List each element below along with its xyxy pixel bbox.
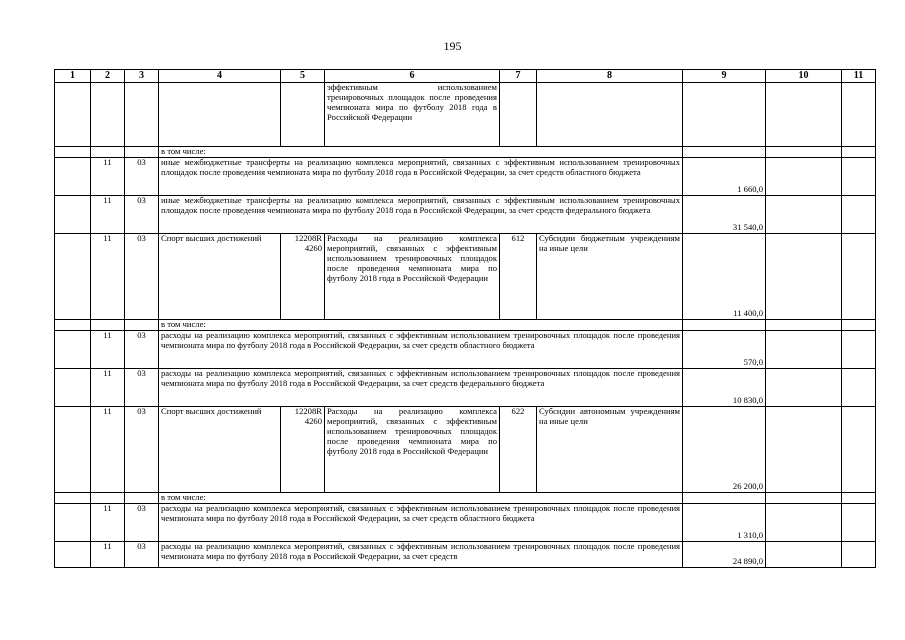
- amount-value: 11 400,0: [683, 234, 766, 320]
- table-row: [55, 234, 876, 320]
- expense-type-name: Субсидии автономным учреждениям на иные цели: [537, 407, 683, 493]
- section-code: 11: [91, 158, 125, 196]
- column-header: 10: [766, 70, 842, 83]
- section-code: 11: [91, 331, 125, 369]
- subsection-code: 03: [125, 234, 159, 320]
- subsection-code: 03: [125, 407, 159, 493]
- amount-value: 26 200,0: [683, 407, 766, 493]
- column-header: 2: [91, 70, 125, 83]
- row-description: иные межбюджетные трансферты на реализацию комплекса мероприятий, связанных с эффективным использованием тренировочных площадок после проведения чемпионата мира по футболу 2018 года в Российской Федерации, за счет средств федерального бюджета: [159, 196, 683, 234]
- budget-table: [54, 69, 876, 568]
- target-article-code: 12208R 4260: [281, 234, 325, 320]
- expense-description: Расходы на реализацию комплекса мероприятий, связанных с эффективным использованием тренировочных площадок после проведения чемпионата мира по футболу 2018 года в Российской Федерации: [325, 234, 500, 320]
- in-that-number-label: в том числе:: [159, 493, 683, 504]
- section-code: 11: [91, 407, 125, 493]
- target-article-code: 12208R 4260: [281, 407, 325, 493]
- row-description: расходы на реализацию комплекса мероприятий, связанных с эффективным использованием тренировочных площадок после проведения чемпионата мира по футболу 2018 года в Российской Федерации, за счет средств областного бюджета: [159, 504, 683, 542]
- expense-type-code: 622: [500, 407, 537, 493]
- section-code: 11: [91, 234, 125, 320]
- table-row: [55, 407, 876, 493]
- table-row: [55, 331, 876, 369]
- amount-value: 570,0: [683, 331, 766, 369]
- section-code: 11: [91, 542, 125, 568]
- in-that-number-row: [55, 147, 876, 158]
- table-row: [55, 196, 876, 234]
- expense-type-code: 612: [500, 234, 537, 320]
- amount-value: 24 890,0: [683, 542, 766, 568]
- in-that-number-row: [55, 320, 876, 331]
- page-number: 195: [443, 39, 462, 53]
- subsection-name: Спорт высших достижений: [159, 407, 281, 493]
- subsection-code: 03: [125, 542, 159, 568]
- amount-value: 31 540,0: [683, 196, 766, 234]
- continuation-row: [55, 83, 876, 147]
- table-row: [55, 504, 876, 542]
- subsection-code: 03: [125, 504, 159, 542]
- column-header: 1: [55, 70, 91, 83]
- subsection-code: 03: [125, 196, 159, 234]
- subsection-code: 03: [125, 331, 159, 369]
- column-header: 7: [500, 70, 537, 83]
- table-row: [55, 542, 876, 568]
- expense-description: Расходы на реализацию комплекса мероприятий, связанных с эффективным использованием тренировочных площадок после проведения чемпионата мира по футболу 2018 года в Российской Федерации: [325, 407, 500, 493]
- row-description: расходы на реализацию комплекса мероприятий, связанных с эффективным использованием тренировочных площадок после проведения чемпионата мира по футболу 2018 года в Российской Федерации, за счет средств: [159, 542, 683, 568]
- row-description: расходы на реализацию комплекса мероприятий, связанных с эффективным использованием тренировочных площадок после проведения чемпионата мира по футболу 2018 года в Российской Федерации, за счет средств областного бюджета: [159, 331, 683, 369]
- in-that-number-label: в том числе:: [159, 320, 683, 331]
- column-header: 5: [281, 70, 325, 83]
- amount-value: 1 660,0: [683, 158, 766, 196]
- amount-value: 1 310,0: [683, 504, 766, 542]
- in-that-number-label: в том числе:: [159, 147, 683, 158]
- section-code: 11: [91, 369, 125, 407]
- row-description: иные межбюджетные трансферты на реализацию комплекса мероприятий, связанных с эффективным использованием тренировочных площадок после проведения чемпионата мира по футболу 2018 года в Российской Федерации, за счет средств областного бюджета: [159, 158, 683, 196]
- section-code: 11: [91, 504, 125, 542]
- continuation-description: эффективным использованием тренировочных площадок после проведения чемпионата мира по футболу 2018 года в Российской Федерации: [325, 83, 500, 147]
- table-row: [55, 158, 876, 196]
- column-header: 3: [125, 70, 159, 83]
- column-header: 11: [842, 70, 876, 83]
- column-header: 4: [159, 70, 281, 83]
- table-row: [55, 369, 876, 407]
- column-header: 9: [683, 70, 766, 83]
- row-description: расходы на реализацию комплекса мероприятий, связанных с эффективным использованием тренировочных площадок после проведения чемпионата мира по футболу 2018 года в Российской Федерации, за счет средств федерального бюджета: [159, 369, 683, 407]
- subsection-code: 03: [125, 369, 159, 407]
- subsection-name: Спорт высших достижений: [159, 234, 281, 320]
- column-header: 6: [325, 70, 500, 83]
- amount-value: 10 830,0: [683, 369, 766, 407]
- in-that-number-row: [55, 493, 876, 504]
- column-header: 8: [537, 70, 683, 83]
- subsection-code: 03: [125, 158, 159, 196]
- section-code: 11: [91, 196, 125, 234]
- header-row: [55, 70, 876, 83]
- expense-type-name: Субсидии бюджетным учреждениям на иные цели: [537, 234, 683, 320]
